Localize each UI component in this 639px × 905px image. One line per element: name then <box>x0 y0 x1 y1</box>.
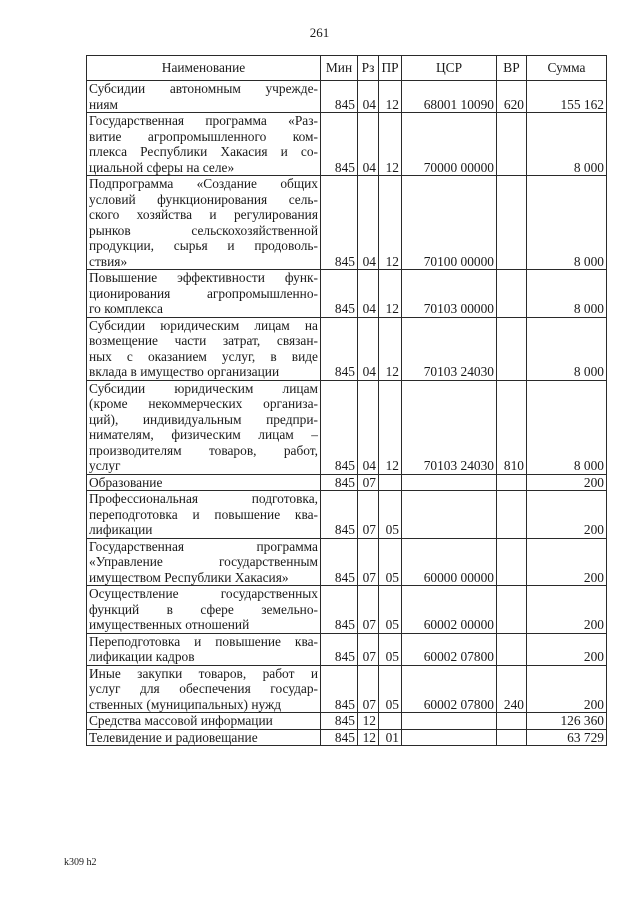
row-min: 845 <box>321 474 358 491</box>
row-vr <box>497 270 527 318</box>
row-name <box>87 713 321 730</box>
row-name-line: Субсидии юридическим лицам <box>89 380 318 396</box>
row-name-line: услуг для обеспечения государ- <box>89 681 318 696</box>
row-name-line: ных с оказанием услуг, в виде <box>89 348 318 364</box>
row-sum: 200 <box>527 491 607 539</box>
row-csr: 68001 10090 <box>402 81 497 113</box>
row-min: 845 <box>321 81 358 113</box>
row-name-line: Средства массовой информации <box>89 713 273 728</box>
row-vr: 240 <box>497 665 527 713</box>
row-name <box>87 317 321 380</box>
row-name-line: вклада в имущество организации <box>89 364 280 379</box>
footer-code: k309 h2 <box>64 857 97 868</box>
row-sum: 8 000 <box>527 317 607 380</box>
row-vr <box>497 729 527 746</box>
row-sum: 126 360 <box>527 713 607 730</box>
row-sum: 200 <box>527 474 607 491</box>
row-csr: 70000 00000 <box>402 113 497 176</box>
row-name-line: «Управление государственным <box>89 554 318 569</box>
page-number: 261 <box>309 25 330 40</box>
row-rz: 12 <box>358 729 379 746</box>
row-name-line: Субсидии автономным учрежде- <box>89 81 318 96</box>
header-name: Наименование <box>87 56 321 81</box>
row-name-line: ственных (муниципальных) нужд <box>89 696 282 712</box>
row-min: 845 <box>321 633 358 665</box>
row-vr <box>497 474 527 491</box>
row-name-line: производителям товаров, работ, <box>89 442 318 458</box>
row-name <box>87 113 321 176</box>
table-body <box>87 81 607 746</box>
row-name-line: плекса Республики Хакасия и со- <box>89 144 318 159</box>
table-row <box>87 538 607 586</box>
row-name-line: ниям <box>89 96 118 112</box>
row-rz: 07 <box>358 538 379 586</box>
budget-table <box>86 55 607 746</box>
row-name-line: ствия» <box>89 253 128 269</box>
row-pr: 12 <box>379 176 402 270</box>
row-rz: 04 <box>358 270 379 318</box>
row-name <box>87 633 321 665</box>
row-min: 845 <box>321 729 358 746</box>
row-rz: 04 <box>358 113 379 176</box>
row-rz: 07 <box>358 633 379 665</box>
row-name-line: (кроме некоммерческих организа- <box>89 396 318 411</box>
header-min: Мин <box>321 56 358 81</box>
row-min: 845 <box>321 665 358 713</box>
row-vr <box>497 491 527 539</box>
table-row <box>87 81 607 113</box>
row-vr <box>497 113 527 176</box>
row-name <box>87 474 321 491</box>
row-name-line: возмещение части затрат, связан- <box>89 333 318 348</box>
row-name-line: лификации кадров <box>89 649 195 664</box>
row-name-line: лификации <box>89 522 153 537</box>
row-csr: 60000 00000 <box>402 538 497 586</box>
row-sum: 8 000 <box>527 270 607 318</box>
row-min: 845 <box>321 713 358 730</box>
row-min: 845 <box>321 491 358 539</box>
table-row <box>87 176 607 270</box>
row-name-line: го комплекса <box>89 301 163 316</box>
row-name-line: витие агропромышленного ком- <box>89 128 318 144</box>
row-vr: 810 <box>497 380 527 474</box>
row-name-line: Государственная программа <box>89 538 318 554</box>
table-row <box>87 729 607 746</box>
row-rz: 04 <box>358 176 379 270</box>
header-vr: ВР <box>497 56 527 81</box>
table-row <box>87 665 607 713</box>
table-row <box>87 474 607 491</box>
row-csr <box>402 713 497 730</box>
row-vr <box>497 713 527 730</box>
header-rz: Рз <box>358 56 379 81</box>
row-min: 845 <box>321 113 358 176</box>
row-name-line: ционирования агропромышленно- <box>89 285 318 301</box>
table-row <box>87 491 607 539</box>
row-csr: 70103 24030 <box>402 380 497 474</box>
row-sum: 8 000 <box>527 113 607 176</box>
row-rz: 04 <box>358 81 379 113</box>
row-sum: 200 <box>527 586 607 634</box>
row-pr: 05 <box>379 491 402 539</box>
row-name-line: ций), индивидуальным предпри- <box>89 411 318 427</box>
row-sum: 63 729 <box>527 729 607 746</box>
row-rz: 04 <box>358 317 379 380</box>
row-pr: 05 <box>379 586 402 634</box>
row-min: 845 <box>321 176 358 270</box>
row-name-line: рынков сельскохозяйственной <box>89 222 318 238</box>
row-name-line: Осуществление государственных <box>89 586 318 601</box>
table-row <box>87 380 607 474</box>
row-pr: 05 <box>379 538 402 586</box>
row-pr: 05 <box>379 633 402 665</box>
row-min: 845 <box>321 270 358 318</box>
row-vr: 620 <box>497 81 527 113</box>
table-row <box>87 586 607 634</box>
row-name-line: Повышение эффективности функ- <box>89 270 318 285</box>
row-vr <box>497 317 527 380</box>
row-sum: 200 <box>527 633 607 665</box>
row-rz: 07 <box>358 665 379 713</box>
row-min: 845 <box>321 317 358 380</box>
row-csr <box>402 491 497 539</box>
row-csr: 60002 07800 <box>402 665 497 713</box>
row-name-line: услуг <box>89 458 121 473</box>
table-row <box>87 270 607 318</box>
row-csr: 70103 00000 <box>402 270 497 318</box>
row-name-line: Образование <box>89 474 163 490</box>
row-name-line: Государственная программа «Раз- <box>89 113 318 128</box>
row-name-line: Телевидение и радиовещание <box>89 729 258 745</box>
header-pr: ПР <box>379 56 402 81</box>
row-name-line: условий функционирования сель- <box>89 191 318 207</box>
table-row <box>87 113 607 176</box>
row-csr: 70100 00000 <box>402 176 497 270</box>
row-rz: 07 <box>358 491 379 539</box>
row-vr <box>497 586 527 634</box>
row-name <box>87 538 321 586</box>
row-min: 845 <box>321 538 358 586</box>
row-name-line: имущественных отношений <box>89 617 250 632</box>
row-pr: 12 <box>379 113 402 176</box>
row-pr: 12 <box>379 380 402 474</box>
header-sum: Сумма <box>527 56 607 81</box>
row-name <box>87 380 321 474</box>
row-csr <box>402 729 497 746</box>
row-name-line: переподготовка и повышение ква- <box>89 506 318 522</box>
row-name <box>87 665 321 713</box>
row-name <box>87 491 321 539</box>
row-csr <box>402 474 497 491</box>
row-name-line: Переподготовка и повышение ква- <box>89 633 318 649</box>
row-csr: 60002 00000 <box>402 586 497 634</box>
row-name <box>87 81 321 113</box>
row-csr: 60002 07800 <box>402 633 497 665</box>
row-pr: 12 <box>379 317 402 380</box>
row-name-line: Профессиональная подготовка, <box>89 491 318 506</box>
row-pr: 12 <box>379 270 402 318</box>
row-csr: 70103 24030 <box>402 317 497 380</box>
row-sum: 8 000 <box>527 380 607 474</box>
row-name-line: циальной сферы на селе» <box>89 159 235 175</box>
row-sum: 8 000 <box>527 176 607 270</box>
row-name <box>87 729 321 746</box>
row-name <box>87 270 321 318</box>
row-sum: 200 <box>527 665 607 713</box>
row-rz: 04 <box>358 380 379 474</box>
row-name <box>87 586 321 634</box>
table-row <box>87 633 607 665</box>
row-name-line: нимателям, физическим лицам – <box>89 427 318 442</box>
row-pr: 01 <box>379 729 402 746</box>
row-name-line: ского хозяйства и регулирования <box>89 207 318 222</box>
row-rz: 12 <box>358 713 379 730</box>
row-name-line: функций в сфере земельно- <box>89 601 318 617</box>
row-name-line: продукции, сырья и продоволь- <box>89 238 318 253</box>
header-csr: ЦСР <box>402 56 497 81</box>
row-rz: 07 <box>358 474 379 491</box>
row-min: 845 <box>321 380 358 474</box>
row-vr <box>497 633 527 665</box>
table-row <box>87 317 607 380</box>
row-name-line: Субсидии юридическим лицам на <box>89 317 318 333</box>
row-pr <box>379 713 402 730</box>
row-pr <box>379 474 402 491</box>
row-vr <box>497 176 527 270</box>
row-vr <box>497 538 527 586</box>
row-pr: 05 <box>379 665 402 713</box>
row-name-line: Иные закупки товаров, работ и <box>89 665 318 681</box>
row-name-line: Подпрограмма «Создание общих <box>89 176 318 191</box>
row-name-line: имуществом Республики Хакасия» <box>89 569 289 585</box>
row-sum: 155 162 <box>527 81 607 113</box>
row-sum: 200 <box>527 538 607 586</box>
row-rz: 07 <box>358 586 379 634</box>
row-name <box>87 176 321 270</box>
row-pr: 12 <box>379 81 402 113</box>
row-min: 845 <box>321 586 358 634</box>
table-row <box>87 713 607 730</box>
table-header-row <box>87 56 607 81</box>
